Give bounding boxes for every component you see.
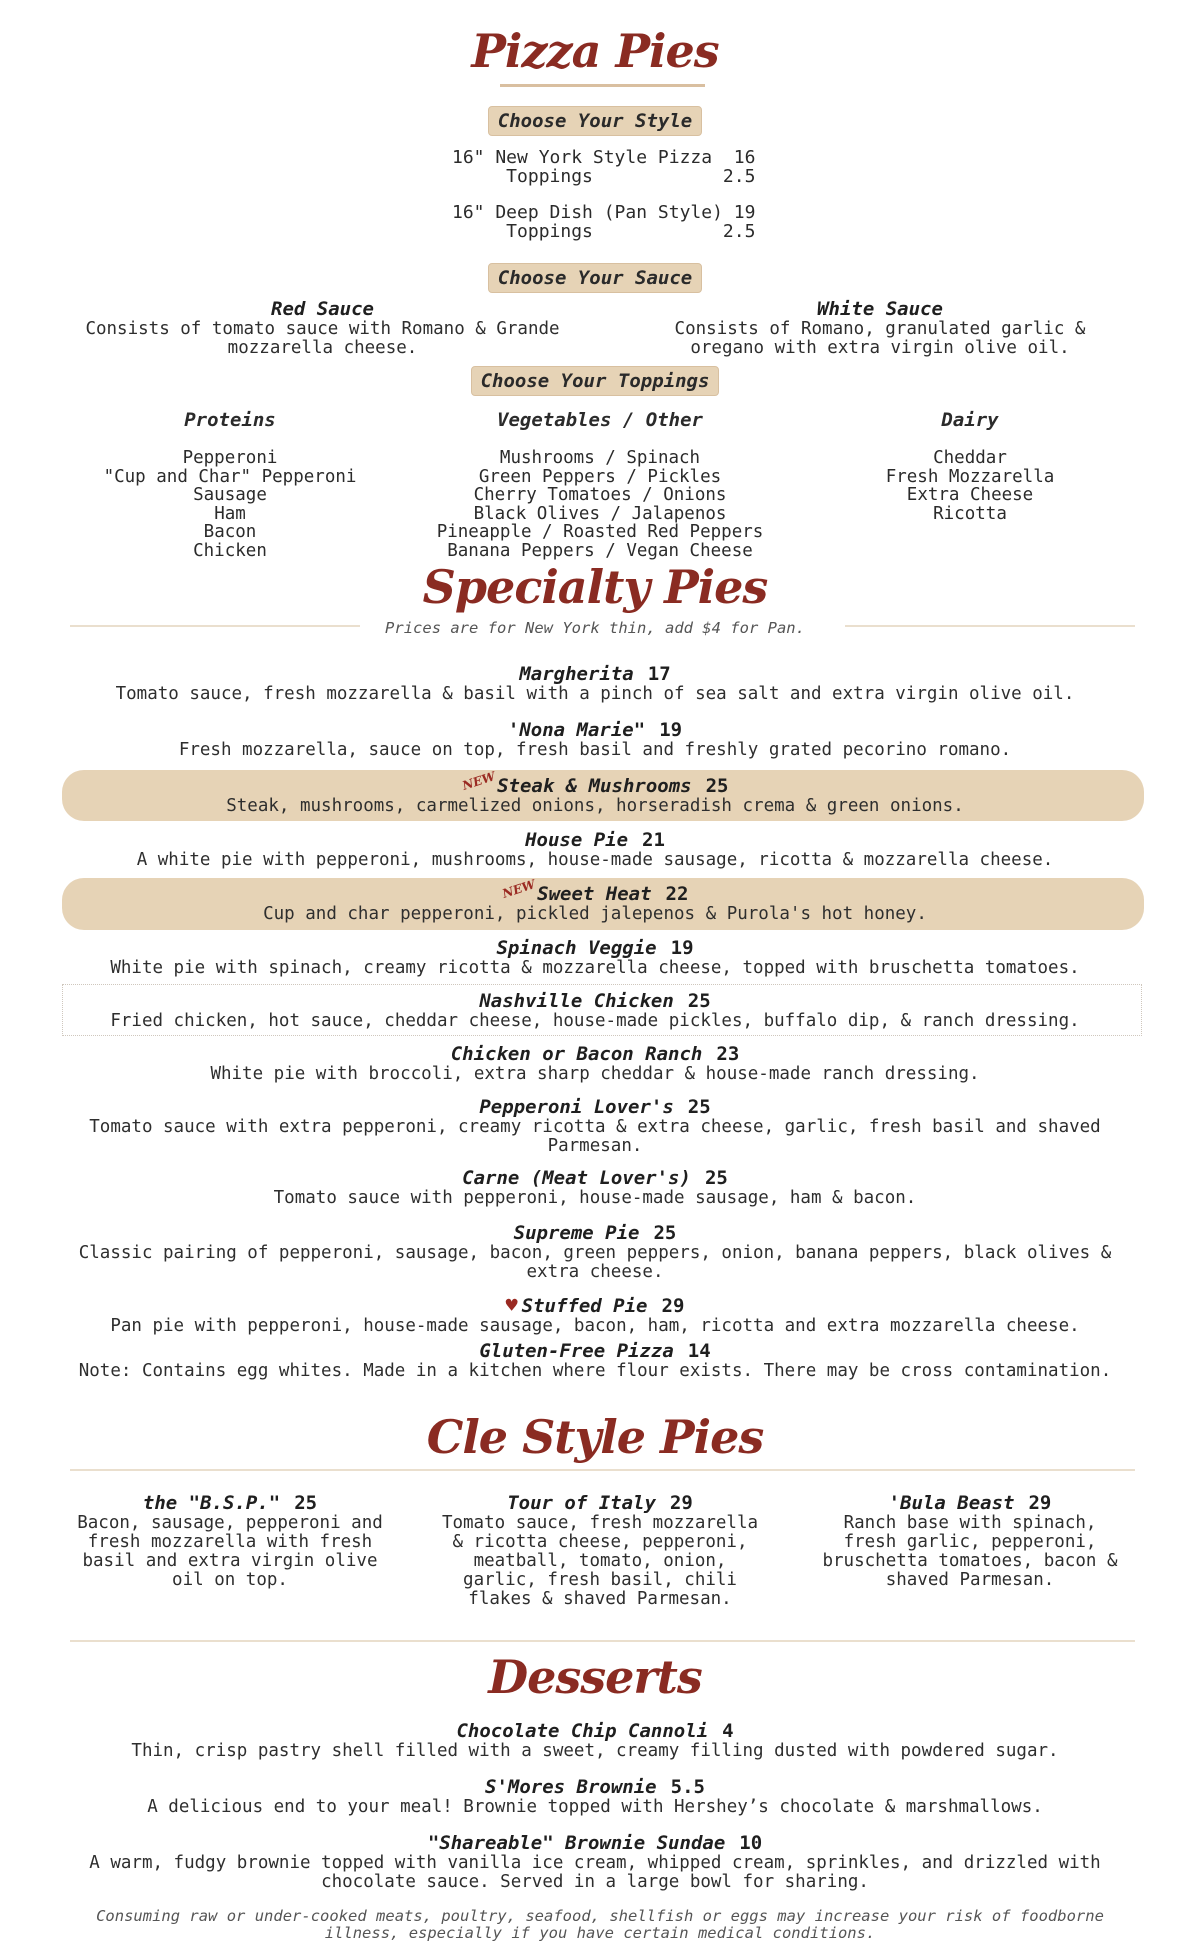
cle-item-tour-of-italy	[440, 1492, 760, 1609]
red-sauce-title: Red Sauce	[271, 298, 374, 320]
white-sauce-block	[650, 298, 1110, 358]
menu-item-supreme-pie	[60, 1222, 1130, 1282]
item-price: 19	[659, 719, 683, 741]
item-desc: White pie with spinach, creamy ricotta & mozzarella cheese, topped with bruschetta tomatoes.	[110, 958, 1080, 978]
red-sauce-desc: Consists of tomato sauce with Romano & Grande mozzarella cheese.	[85, 319, 560, 358]
item-name: 'Nona Marie"	[507, 719, 646, 741]
item-price: 25	[704, 1167, 728, 1189]
item-name: Supreme Pie	[513, 1222, 640, 1244]
style-row-4: Toppings 2.5	[452, 221, 756, 242]
topping-item: Sausage	[193, 485, 267, 506]
topping-item: Extra Cheese	[906, 485, 1034, 506]
menu-item-steak-mushrooms	[60, 769, 1130, 816]
item-desc: Cup and char pepperoni, pickled jalepenos & Purola's hot honey.	[263, 904, 927, 924]
item-desc: Ranch base with spinach, fresh garlic, pepperoni, bruschetta tomatoes, bacon & shaved Parmesan.	[822, 1513, 1118, 1590]
item-name: Gluten-Free Pizza	[479, 1340, 674, 1362]
item-desc: Pan pie with pepperoni, house-made sausage, bacon, ham, ricotta and extra mozzarella cheese.	[110, 1316, 1080, 1336]
item-desc: Tomato sauce with pepperoni, house-made sausage, ham & bacon.	[273, 1188, 917, 1208]
topping-item: Black Olives / Jalapenos	[473, 503, 727, 524]
cle-style-heading: Cle Style Pies	[426, 1410, 764, 1464]
item-desc: Fresh mozzarella, sauce on top, fresh basil and freshly grated pecorino romano.	[178, 740, 1012, 760]
vegetables-column	[420, 409, 780, 561]
proteins-list	[80, 449, 380, 561]
choose-sauce-label: Choose Your Sauce	[488, 263, 702, 293]
topping-item: Bacon	[203, 522, 257, 543]
item-price: 25	[705, 775, 729, 797]
style-pill-wrap	[0, 106, 1190, 136]
item-desc: A warm, fudgy brownie topped with vanilla ice cream, whipped cream, sprinkles, and drizzled with chocolate sauce. Served in a large bowl for sharing.	[89, 1853, 1101, 1892]
item-desc: Steak, mushrooms, carmelized onions, horseradish crema & green onions.	[226, 796, 964, 816]
item-desc: A white pie with pepperoni, mushrooms, house-made sausage, ricotta & mozzarella cheese.	[136, 850, 1054, 870]
item-name: Nashville Chicken	[479, 990, 674, 1012]
item-name: Steak & Mushrooms	[497, 775, 692, 797]
topping-item: Green Peppers / Pickles	[478, 466, 722, 487]
item-desc: Tomato sauce, fresh mozzarella & basil with a pinch of sea salt and extra virgin olive oil.	[115, 684, 1075, 704]
menu-item-margherita	[60, 663, 1130, 704]
white-sauce-title: White Sauce	[817, 298, 943, 320]
item-name: Margherita	[519, 663, 634, 685]
item-name: Tour of Italy	[507, 1492, 656, 1514]
proteins-title: Proteins	[184, 409, 276, 431]
item-price: 19	[670, 937, 694, 959]
dessert-item-smores-brownie	[60, 1776, 1130, 1817]
menu-item-stuffed-pie	[60, 1293, 1130, 1336]
item-name: the "B.S.P."	[142, 1492, 281, 1514]
dessert-item-cannoli	[60, 1720, 1130, 1761]
item-desc: Thin, crisp pastry shell filled with a sweet, creamy filling dusted with powdered sugar.	[131, 1741, 1059, 1761]
heart-icon: ♥	[505, 1293, 518, 1317]
item-name: S'Mores Brownie	[485, 1776, 657, 1798]
specialty-pies-heading: Specialty Pies	[422, 560, 768, 614]
desserts-heading: Desserts	[488, 1650, 702, 1704]
item-price: 22	[665, 883, 689, 905]
item-price: 29	[1028, 1492, 1052, 1514]
menu-item-gluten-free	[60, 1340, 1130, 1381]
topping-item: Cheddar	[933, 448, 1007, 468]
item-desc: Classic pairing of pepperoni, sausage, bacon, green peppers, onion, banana peppers, black olives & extra cheese.	[78, 1243, 1112, 1282]
specialty-note: Prices are for New York thin, add $4 for Pan.	[385, 619, 805, 637]
item-price: 25	[687, 990, 711, 1012]
topping-item: Banana Peppers / Vegan Cheese	[447, 540, 753, 561]
vegetables-list	[420, 449, 780, 561]
new-badge: NEW	[460, 769, 497, 793]
dairy-title: Dairy	[941, 409, 999, 431]
item-desc: Tomato sauce, fresh mozzarella & ricotta cheese, pepperoni, meatball, tomato, onion, garlic, fresh basil, chili flakes & shaved Parmesan.	[441, 1513, 759, 1609]
item-price: 4	[722, 1720, 734, 1742]
pizza-pies-heading: Pizza Pies	[471, 24, 719, 78]
menu-item-spinach-veggie	[60, 937, 1130, 978]
item-price: 17	[647, 663, 671, 685]
item-price: 23	[716, 1043, 740, 1065]
item-name: Chicken or Bacon Ranch	[450, 1043, 703, 1065]
vegetables-title: Vegetables / Other	[497, 409, 703, 431]
menu-item-nashville-chicken	[60, 990, 1130, 1031]
toppings-pill-wrap	[0, 366, 1190, 396]
heading-underline	[500, 84, 705, 87]
style-row-3: 16" Deep Dish (Pan Style) 19	[452, 202, 756, 223]
item-name: Pepperoni Lover's	[479, 1096, 674, 1118]
item-price: 10	[739, 1832, 763, 1854]
cle-item-bsp	[75, 1492, 385, 1590]
dessert-item-brownie-sundae	[60, 1832, 1130, 1892]
item-name: "Shareable" Brownie Sundae	[427, 1832, 726, 1854]
dairy-list	[830, 449, 1110, 523]
menu-item-chicken-bacon-ranch	[60, 1043, 1130, 1084]
style-row-1: 16" New York Style Pizza 16	[452, 147, 756, 168]
item-name: 'Bula Beast	[888, 1492, 1015, 1514]
item-name: House Pie	[525, 829, 629, 851]
item-name: Sweet Heat	[537, 883, 652, 905]
sauce-pill-wrap	[0, 263, 1190, 293]
topping-item: Chicken	[193, 540, 267, 561]
proteins-column	[80, 409, 380, 561]
item-desc: Fried chicken, hot sauce, cheddar cheese, house-made pickles, buffalo dip, & ranch dressing.	[110, 1011, 1080, 1031]
divider-cle-bottom	[70, 1640, 1135, 1642]
item-desc: Tomato sauce with extra pepperoni, creamy ricotta & extra cheese, garlic, fresh basil and shaved Parmesan.	[89, 1117, 1101, 1156]
item-desc: White pie with broccoli, extra sharp cheddar & house-made ranch dressing.	[210, 1064, 980, 1084]
item-desc: Note: Contains egg whites. Made in a kitchen where flour exists. There may be cross contamination.	[78, 1361, 1112, 1381]
item-price: 25	[653, 1222, 677, 1244]
topping-item: Fresh Mozzarella	[885, 466, 1055, 487]
dairy-column	[830, 409, 1110, 523]
menu-item-house-pie	[60, 829, 1130, 870]
new-badge: NEW	[500, 877, 537, 901]
topping-item: Ham	[214, 503, 246, 524]
item-price: 25	[294, 1492, 318, 1514]
topping-item: "Cup and Char" Pepperoni	[103, 466, 357, 487]
topping-item: Mushrooms / Spinach	[499, 448, 701, 468]
item-desc: Bacon, sausage, pepperoni and fresh mozzarella with fresh basil and extra virgin olive oil on top.	[77, 1513, 383, 1590]
choose-style-label: Choose Your Style	[488, 106, 702, 136]
item-name: Carne (Meat Lover's)	[462, 1167, 691, 1189]
choose-toppings-label: Choose Your Toppings	[471, 366, 720, 396]
food-safety-disclaimer: Consuming raw or under-cooked meats, poultry, seafood, shellfish or eggs may increase your risk of foodborne illness, especially if you have certain medical conditions.	[96, 1907, 1104, 1942]
item-price: 25	[687, 1096, 711, 1118]
item-price: 21	[642, 829, 665, 851]
topping-item: Ricotta	[933, 503, 1007, 524]
item-desc: A delicious end to your meal! Brownie topped with Hershey’s chocolate & marshmallows.	[147, 1797, 1043, 1817]
menu-item-sweet-heat	[60, 877, 1130, 924]
item-name: Stuffed Pie	[521, 1295, 648, 1317]
topping-item: Pepperoni	[182, 448, 278, 468]
item-name: Chocolate Chip Cannoli	[456, 1720, 709, 1742]
divider-cle-top	[70, 1469, 1135, 1471]
item-price: 14	[687, 1340, 711, 1362]
topping-item: Pineapple / Roasted Red Peppers	[436, 522, 764, 543]
menu-item-nona-marie	[60, 719, 1130, 760]
topping-item: Cherry Tomatoes / Onions	[473, 485, 727, 506]
item-price: 29	[669, 1492, 693, 1514]
item-name: Spinach Veggie	[496, 937, 657, 959]
style-row-2: Toppings 2.5	[452, 166, 756, 187]
white-sauce-desc: Consists of Romano, granulated garlic & oregano with extra virgin olive oil.	[674, 319, 1086, 358]
red-sauce-block	[75, 298, 570, 358]
cle-item-bula-beast	[815, 1492, 1125, 1590]
menu-item-pepperoni-lovers	[60, 1096, 1130, 1156]
menu-item-carne	[60, 1167, 1130, 1208]
item-price: 5.5	[670, 1776, 705, 1798]
item-price: 29	[661, 1295, 685, 1317]
